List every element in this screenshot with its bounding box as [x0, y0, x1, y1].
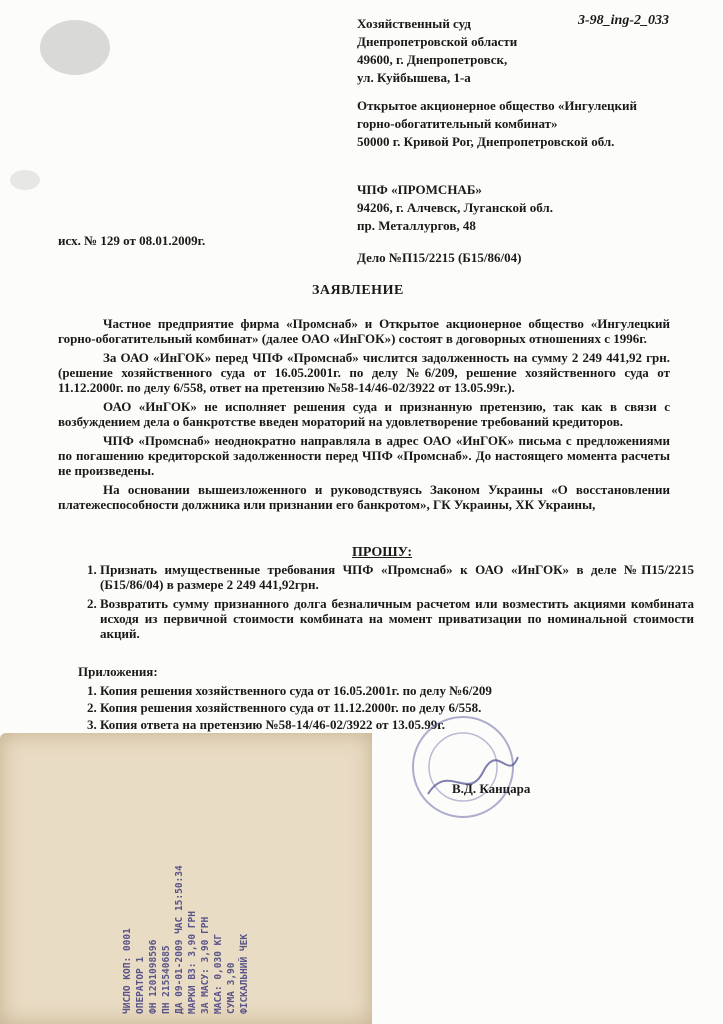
addr-line: ЧПФ «ПРОМСНАБ»	[357, 182, 482, 197]
paragraph: ЧПФ «Промснаб» неоднократно направляла в адрес ОАО «ИнГОК» письма с предложениями по погашению кредиторской задолженности перед ЧПФ «Промснаб». До настоящего момента расчеты не произведены.	[58, 433, 670, 478]
fiscal-receipt	[0, 733, 372, 1024]
sender-block	[357, 181, 553, 235]
body-text	[58, 316, 670, 512]
receipt-line: СУМА 3,90	[226, 962, 237, 1014]
addr-line: Хозяйственный суд	[357, 16, 471, 31]
paragraph: На основании вышеизложенного и руководствуясь Законом Украины «О восстановлении платежеспособности должника или признании его банкротом», ГК Украины, ХК Украины,	[58, 482, 670, 512]
addr-line: пр. Металлургов, 48	[357, 218, 476, 233]
receipt-line: ПН 215540685	[161, 944, 172, 1014]
request-item: 1. Признать имущественные требования ЧПФ «Промснаб» к ОАО «ИнГОК» в деле №П15/2215 (Б15/86/04) в размере 2 249 441,92грн.	[100, 562, 694, 592]
stain-mark	[10, 170, 40, 190]
receipt-line: ФН 1201098596	[148, 939, 159, 1014]
request-heading: ПРОШУ:	[352, 545, 413, 560]
addr-line: ул. Куйбышева, 1-а	[357, 70, 471, 85]
addr-line: горно-обогатительный комбинат»	[357, 116, 558, 131]
paragraph: ОАО «ИнГОК» не исполняет решения суда и признанную претензию, так как в связи с возбуждением дела о банкротстве введен мораторий на удовлетворение требований кредиторов.	[58, 399, 670, 429]
addr-line: 49600, г. Днепропетровск,	[357, 52, 508, 67]
addr-line: Днепропетровской области	[357, 34, 518, 49]
stain-mark	[40, 20, 110, 75]
receipt-line: ЗА МАСУ: 3,90 ГРН	[200, 916, 211, 1014]
receipt-line: ДА 09-01-2009 ЧАС 15:50:34	[174, 864, 185, 1014]
receipt-line: ОПЕРАТОР 1	[135, 956, 146, 1014]
receipt-line: МАРКИ ВЗ: 3,90 ГРН	[187, 910, 198, 1014]
round-stamp	[388, 712, 538, 822]
case-number: Дело №П15/2215 (Б15/86/04)	[357, 250, 522, 265]
paragraph: Частное предприятие фирма «Промснаб» и Открытое акционерное общество «Ингулецкий горно-обогатительный комбинат» (далее ОАО «ИнГОК») состоят в договорных отношениях с 1996г.	[58, 316, 670, 346]
receipt-line: МАСА: 0,030 КГ	[213, 933, 224, 1014]
document-id: 3-98_ing-2_033	[578, 13, 669, 28]
attachment-item: 2. Копия решения хозяйственного суда от 11.12.2000г. по делу 6/558.	[100, 699, 492, 716]
signer-name: В.Д. Канцара	[452, 781, 531, 796]
addressee-company	[357, 97, 637, 151]
attachment-item: 1. Копия решения хозяйственного суда от 16.05.2001г. по делу №6/209	[100, 682, 492, 699]
receipt-line: ЧИСЛО КОП: 0001	[122, 927, 133, 1014]
paragraph: За ОАО «ИнГОК» перед ЧПФ «Промснаб» числится задолженность на сумму 2 249 441,92 грн. (решение хозяйственного суда от 16.05.2001г. по делу №6/209, решение хозяйственного суда от 11.12.2000г. по делу 6/558, ответ на претензию №58-14/46-02/3922 от 13.05.99г.).	[58, 350, 670, 395]
receipt-line: ФІСКАЛЬНИЙ ЧЕК	[239, 933, 250, 1014]
outgoing-number: исх. № 129 от 08.01.2009г.	[58, 233, 206, 248]
addr-line: 50000 г. Кривой Рог, Днепропетровской обл.	[357, 134, 615, 149]
request-list	[76, 562, 694, 645]
attachments-title: Приложения:	[78, 664, 158, 679]
addr-line: 94206, г. Алчевск, Луганской обл.	[357, 200, 553, 215]
addr-line: Открытое акционерное общество «Ингулецкий	[357, 98, 638, 113]
document-title: ЗАЯВЛЕНИЕ	[312, 283, 404, 298]
attachment-item: 3. Копия ответа на претензию №58-14/46-02/3922 от 13.05.99г.	[100, 716, 492, 733]
addressee-court	[357, 15, 517, 87]
request-item: 2. Возвратить сумму признанного долга безналичным расчетом или возместить акциями комбината исходя из первичной стоимости комбината на момент приватизации по номинальной стоимости акций.	[100, 596, 694, 641]
receipt-text	[121, 744, 251, 1014]
